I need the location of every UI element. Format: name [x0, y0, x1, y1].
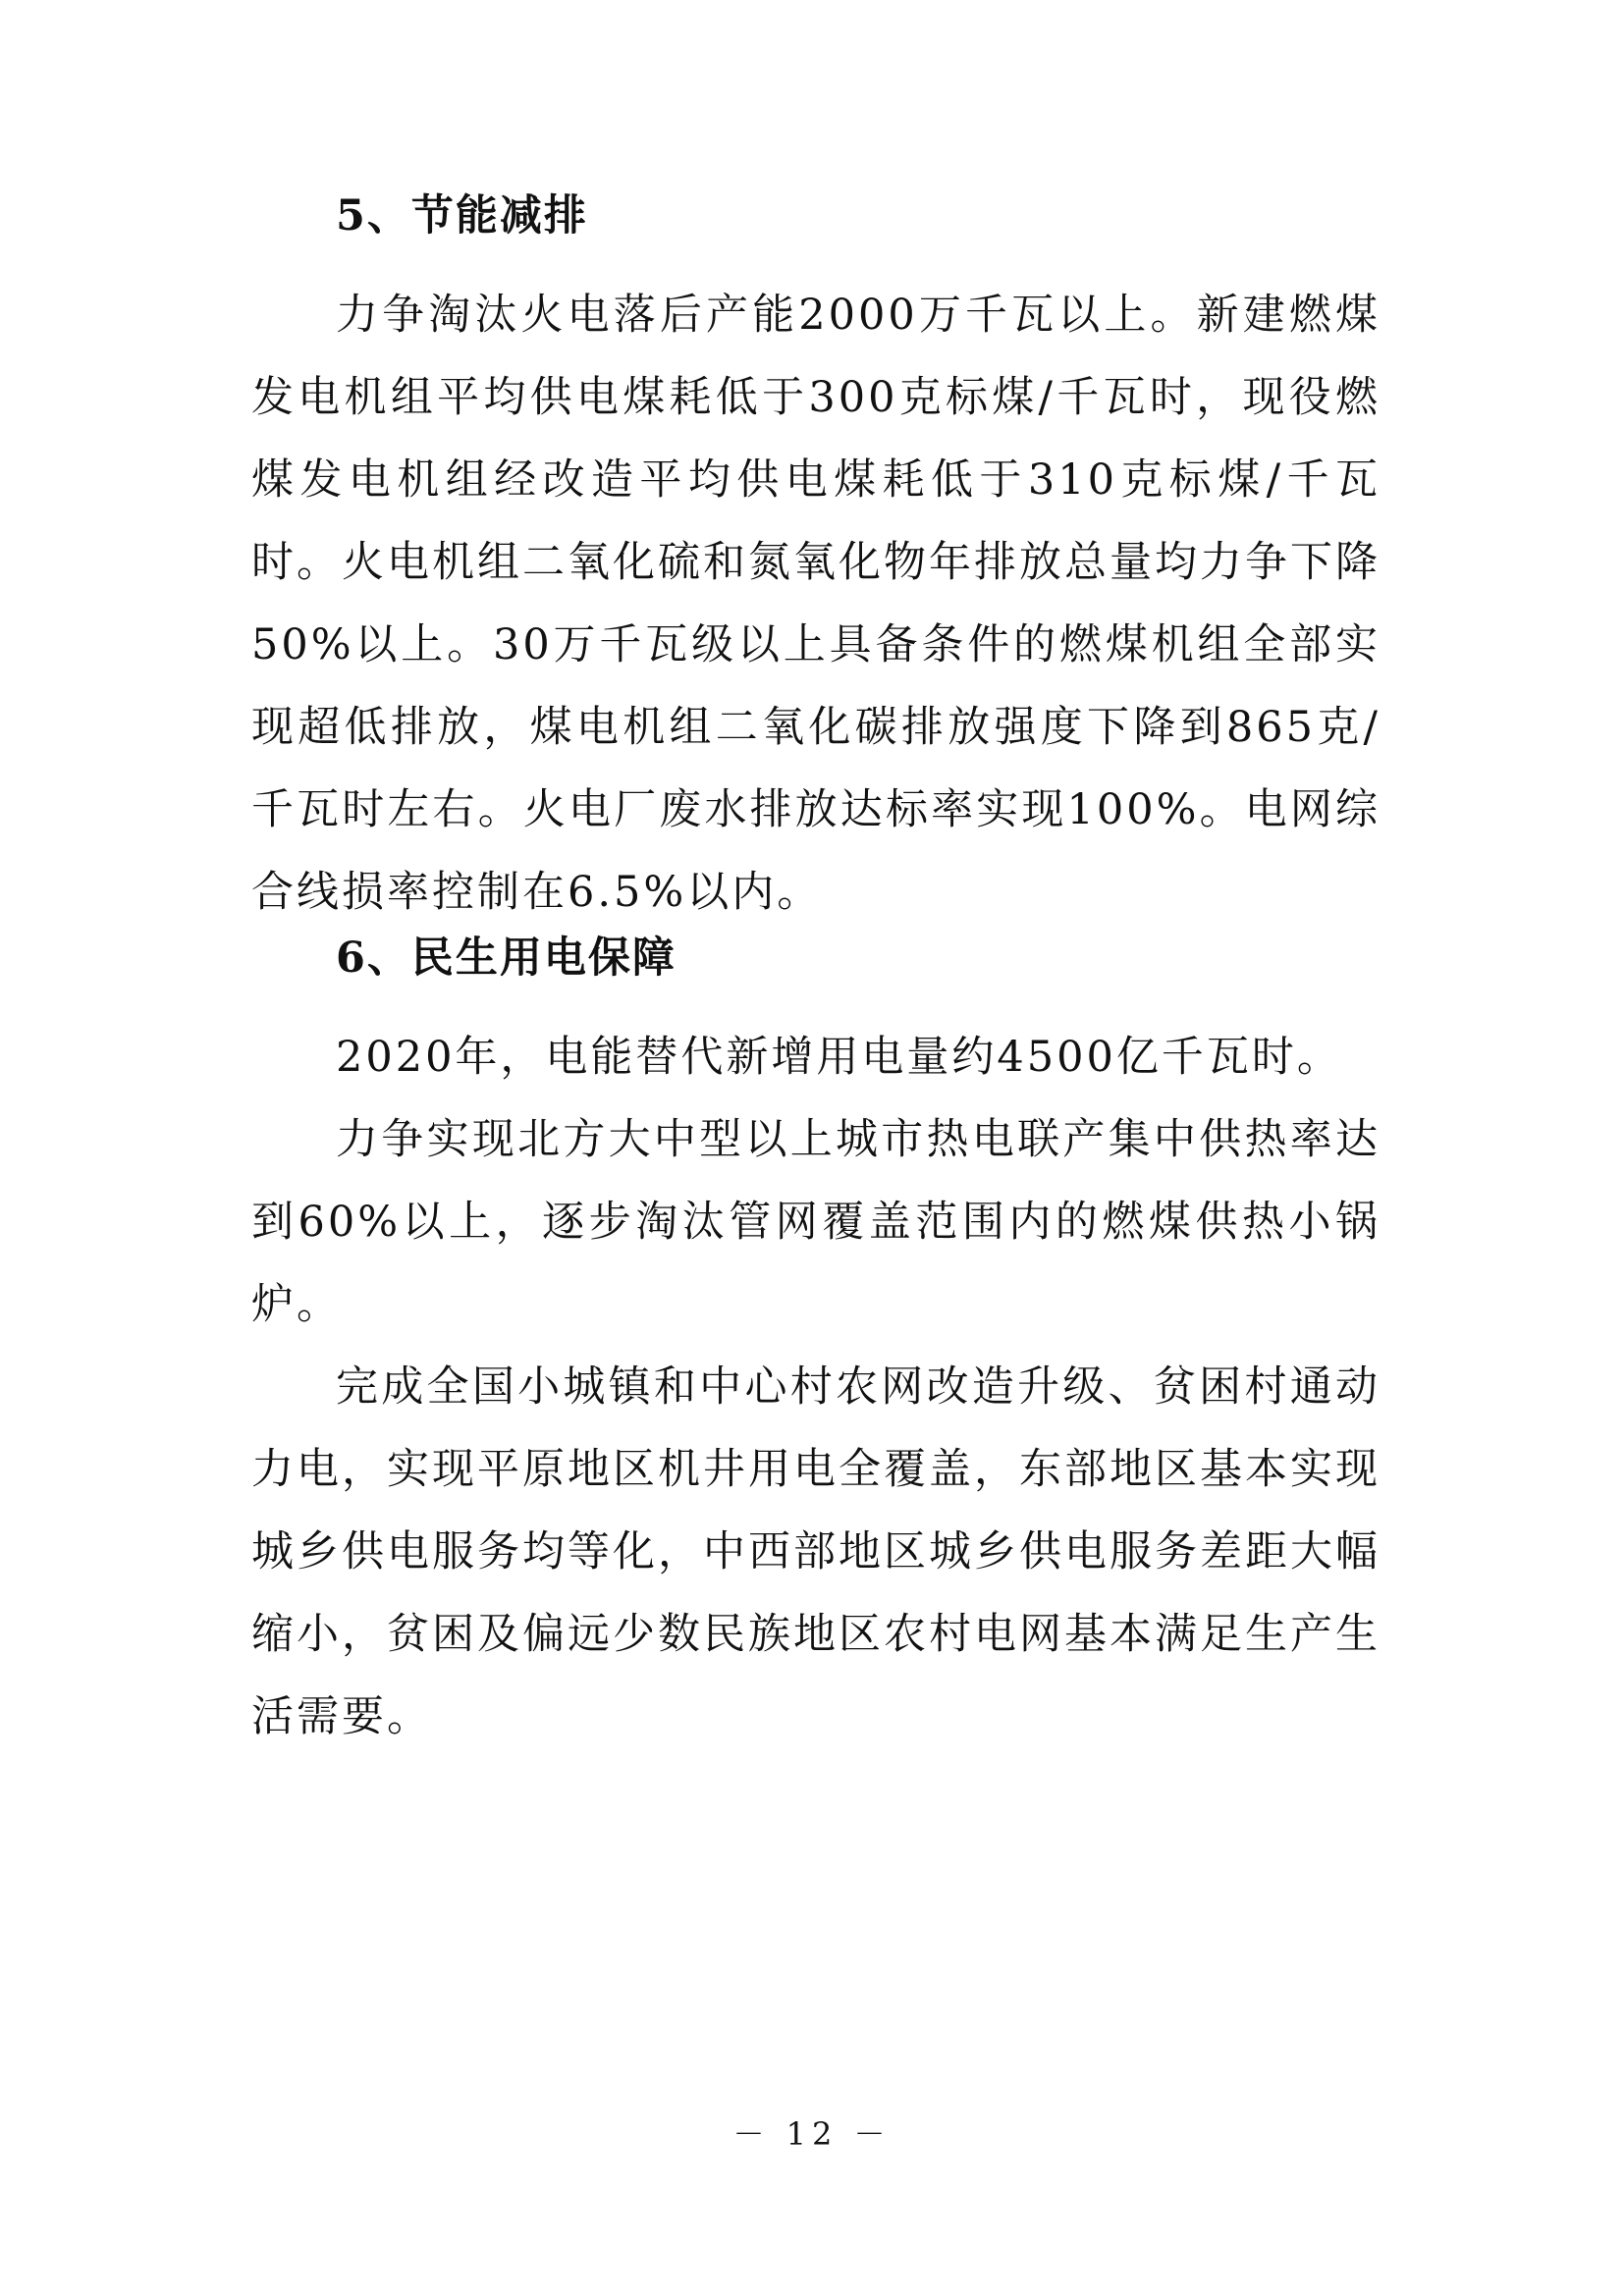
paragraph-central-heating: 力争实现北方大中型以上城市热电联产集中供热率达到60%以上，逐步淘汰管网覆盖范围内的燃煤供热小锅炉。 — [251, 1115, 1380, 1329]
paragraph-rural-grid: 完成全国小城镇和中心村农网改造升级、贫困村通动力电，实现平原地区机井用电全覆盖，东部地区基本实现城乡供电服务均等化，中西部地区城乡供电服务差距大幅缩小，贫困及偏远少数民族地区农村电网基本满足生产生活需要。 — [251, 1362, 1380, 1741]
section-heading-livelihood-power: 6、民生用电保障 — [336, 934, 677, 983]
section-heading-energy-saving: 5、节能减排 — [336, 191, 588, 240]
document-body — [251, 191, 1380, 1758]
page-number: － 12 － — [732, 2115, 892, 2153]
paragraph-electricity-substitution: 2020年，电能替代新增用电量约4500亿千瓦时。 — [336, 1033, 1342, 1082]
paragraph-energy-saving-targets: 力争淘汰火电落后产能2000万千瓦以上。新建燃煤发电机组平均供电煤耗低于300克标煤/千瓦时，现役燃煤发电机组经改造平均供电煤耗低于310克标煤/千瓦时。火电机组二氧化硫和氮氧化物年排放总量均力争下降50%以上。30万千瓦级以上具备条件的燃煤机组全部实现超低排放，煤电机组二氧化碳排放强度下降到865克/千瓦时左右。火电厂废水排放达标率实现100%。电网综合线损率控制在6.5%以内。 — [251, 291, 1380, 917]
